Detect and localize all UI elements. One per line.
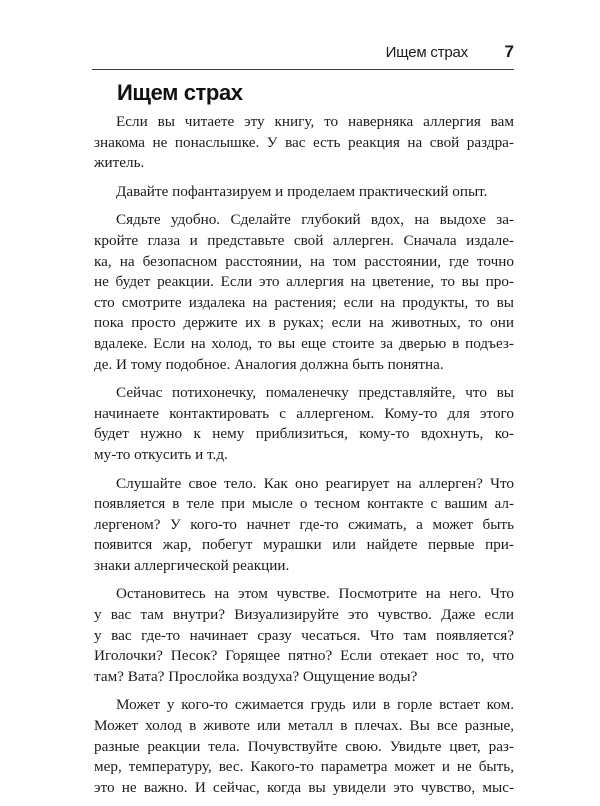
text-line: мер, температуру, вес. Какого-то параметра может и не быть,	[94, 758, 514, 776]
text-line: ка, на безопасном расстоянии, на том расстоянии, где точно	[94, 252, 514, 270]
text-line: начинаете контактировать с аллергеном. Кому-то для этого	[94, 404, 514, 422]
text-line: Сейчас потихонечку, помаленечку представляйте, что вы	[116, 384, 514, 402]
text-line: Может холод в животе или металл в плечах. Вы все разные,	[94, 717, 514, 735]
paragraph	[94, 474, 514, 577]
text-line: вдалеке. Если на холод, то вы еще стоите за дверью в подъез-	[94, 334, 514, 352]
chapter-title: Ищем страх	[117, 80, 243, 105]
paragraph	[94, 182, 514, 203]
text-line: сто смотрите издалека на растения; если на продукты, то вы	[94, 293, 514, 311]
text-line: лергеном? У кого-то начнет где-то сжимать, а может быть	[94, 515, 514, 533]
text-line: житель.	[94, 154, 145, 172]
text-line: Сядьте удобно. Сделайте глубокий вдох, на выдохе за-	[116, 211, 514, 229]
paragraph	[94, 112, 514, 174]
running-title: Ищем страх	[385, 44, 468, 61]
body-text	[94, 112, 514, 806]
paragraph	[94, 210, 514, 375]
text-line: знакома не понаслышке. У вас есть реакция на свой раздра-	[94, 133, 514, 151]
text-line: пока просто держите их в руках; если на животных, то они	[94, 314, 514, 332]
text-line: Может у кого-то сжимается грудь или в горле встает ком.	[116, 696, 514, 714]
paragraph	[94, 695, 514, 798]
page-number: 7	[504, 42, 514, 61]
text-line: Если вы читаете эту книгу, то наверняка аллергия вам	[116, 113, 514, 130]
text-line: му-то откусить и т.д.	[94, 445, 228, 463]
text-line: появится жар, побегут мурашки или найдете первые при-	[94, 536, 514, 554]
text-line: не будет реакции. Если это аллергия на цветение, то вы про-	[94, 273, 514, 291]
text-line: Слушайте свое тело. Как оно реагирует на аллерген? Что	[116, 474, 514, 492]
text-line: появляется в теле при мысле о тесном контакте с вашим ал-	[94, 495, 514, 513]
paragraph	[94, 383, 514, 465]
text-line: это не важно. И сейчас, когда вы увидели это чувство, мыс-	[94, 778, 514, 796]
text-line: у вас там внутри? Визуализируйте это чувство. Даже если	[94, 606, 514, 624]
text-line: Давайте пофантазируем и проделаем практический опыт.	[116, 182, 488, 200]
running-header	[92, 38, 514, 70]
text-line: знаки аллергической реакции.	[94, 556, 290, 574]
text-line: у вас где-то начинает сразу чесаться. Что там появляется?	[94, 626, 514, 644]
text-line: Остановитесь на этом чувстве. Посмотрите на него. Что	[116, 585, 514, 603]
text-line: там? Вата? Прослойка воздуха? Ощущение воды?	[94, 667, 418, 685]
header-rule	[92, 69, 514, 70]
paragraph	[94, 584, 514, 687]
text-line: разные реакции тела. Почувствуйте свою. Увидьте цвет, раз-	[94, 737, 514, 755]
text-line: Иголочки? Песок? Горящее пятно? Если отекает нос то, что	[94, 647, 514, 665]
text-line: де. И тому подобное. Аналогия должна быть понятна.	[94, 355, 444, 373]
text-line: будет нужно к нему приблизиться, кому-то вдохнуть, ко-	[94, 425, 514, 443]
text-line: кройте глаза и представьте свой аллерген. Сначала издале-	[94, 231, 514, 249]
